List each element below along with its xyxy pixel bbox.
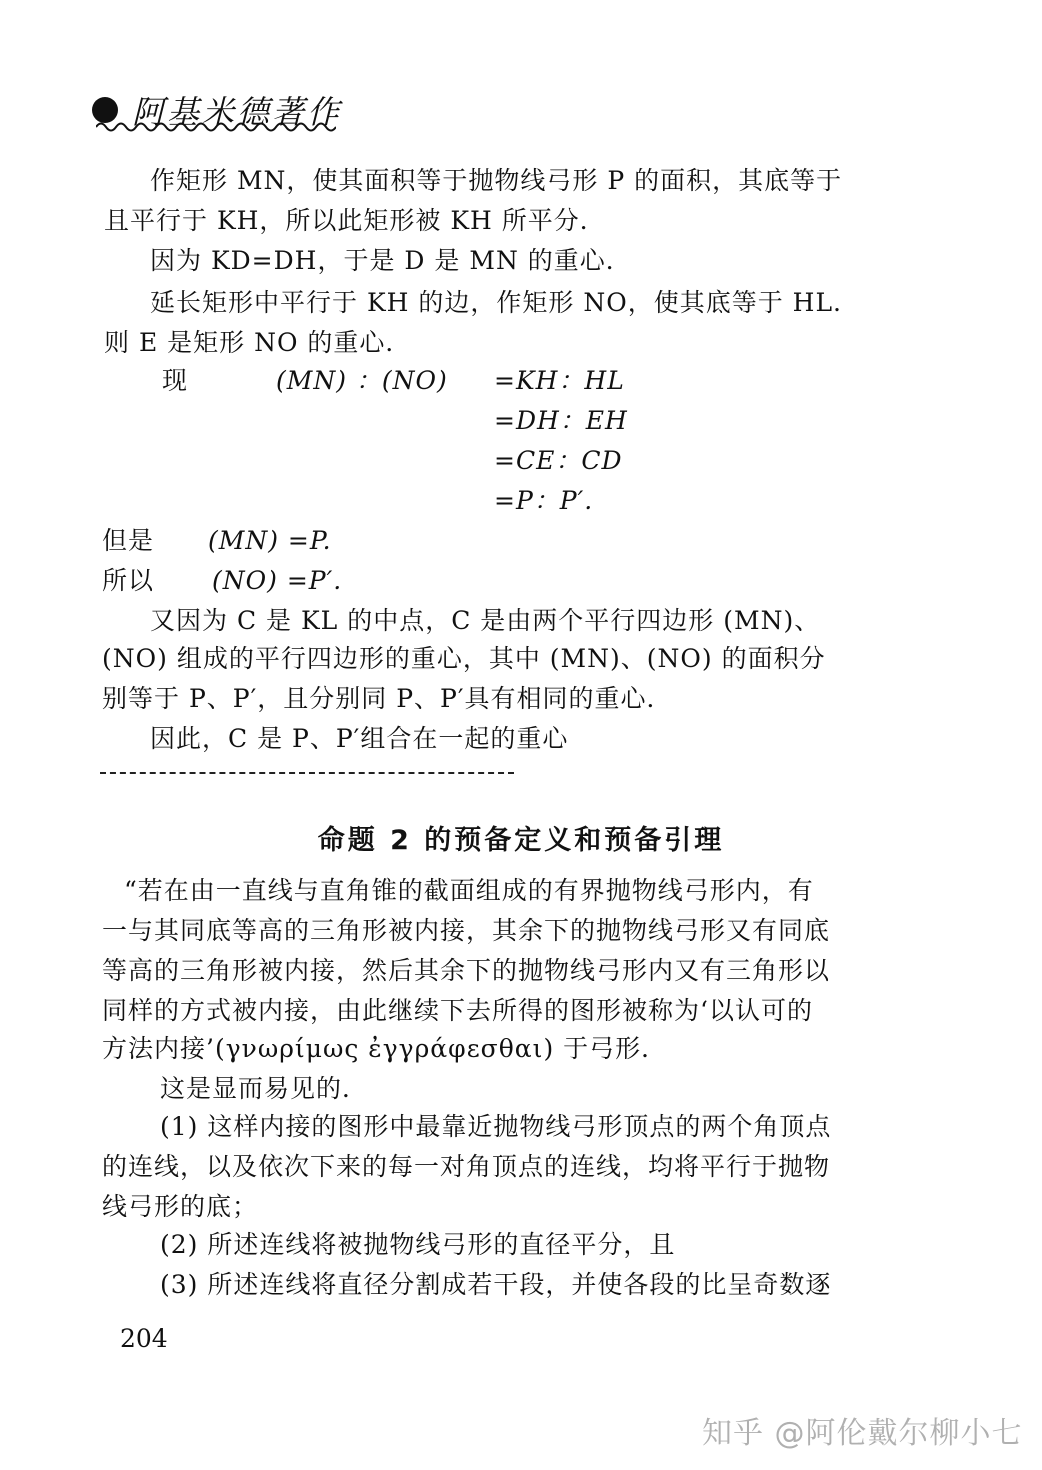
section-heading: 命题 2 的预备定义和预备引理 xyxy=(317,825,725,856)
list-item: 的连线，以及依次下来的每一对角顶点的连线，均将平行于抛物 xyxy=(102,1152,831,1181)
list-item: (1) 这样内接的图形中最靠近抛物线弓形顶点的两个角顶点 xyxy=(160,1112,832,1141)
body-line: (NO) 组成的平行四边形的重心，其中 (MN)、(NO) 的面积分 xyxy=(102,644,826,673)
body-line: 等高的三角形被内接，然后其余下的抛物线弓形内又有三角形以 xyxy=(102,956,831,985)
body-line: 又因为 C 是 KL 的中点，C 是由两个平行四边形 (MN)、 xyxy=(150,606,821,635)
body-line: 则 E 是矩形 NO 的重心． xyxy=(104,328,412,357)
section-divider xyxy=(100,772,514,774)
ratio-label: 现 xyxy=(162,366,189,395)
body-line: 方法内接’(γνωρίμως ἐγγράφεσθαι) 于弓形． xyxy=(102,1034,668,1063)
ratio-step: =DH：EH xyxy=(494,406,628,435)
wavy-underline-icon xyxy=(96,120,336,134)
ratio-lhs: (MN) ：(NO) xyxy=(276,366,448,395)
ratio-step: =CE：CD xyxy=(494,446,623,475)
body-line: “若在由一直线与直角锥的截面组成的有界抛物线弓形内，有 xyxy=(124,876,814,905)
body-line: 因此，C 是 P、P′组合在一起的重心 xyxy=(150,724,569,753)
so-label: 所以 xyxy=(102,566,155,595)
ratio-step: =KH：HL xyxy=(494,366,625,395)
header-title: 阿基米德著作 xyxy=(132,93,343,131)
body-line: 延长矩形中平行于 KH 的边，作矩形 NO，使其底等于 HL. xyxy=(150,288,842,317)
list-item: (3) 所述连线将直径分割成若干段，并使各段的比呈奇数逐 xyxy=(160,1270,832,1299)
body-line: 一与其同底等高的三角形被内接，其余下的抛物线弓形又有同底 xyxy=(102,916,831,945)
ratio-step: =P：P′. xyxy=(494,486,594,515)
body-line: 同样的方式被内接，由此继续下去所得的图形被称为‘以认可的 xyxy=(102,996,813,1025)
list-item: 线弓形的底； xyxy=(102,1192,259,1221)
body-line: 这是显而易见的． xyxy=(160,1074,369,1103)
body-line: 别等于 P、P′，且分别同 P、P′具有相同的重心． xyxy=(102,684,673,713)
but-label: 但是 xyxy=(102,526,155,555)
page-number: 204 xyxy=(120,1324,168,1353)
so-expr: (NO) =P′. xyxy=(212,566,343,595)
but-expr: (MN) =P. xyxy=(208,526,332,555)
body-line: 且平行于 KH，所以此矩形被 KH 所平分． xyxy=(104,206,606,235)
body-line: 作矩形 MN，使其面积等于抛物线弓形 P 的面积，其底等于 xyxy=(150,166,843,195)
body-line: 因为 KD=DH，于是 D 是 MN 的重心． xyxy=(150,246,632,275)
list-item: (2) 所述连线将被抛物线弓形的直径平分，且 xyxy=(160,1230,676,1259)
watermark: 知乎 @阿伦戴尔柳小七 xyxy=(702,1416,1023,1451)
